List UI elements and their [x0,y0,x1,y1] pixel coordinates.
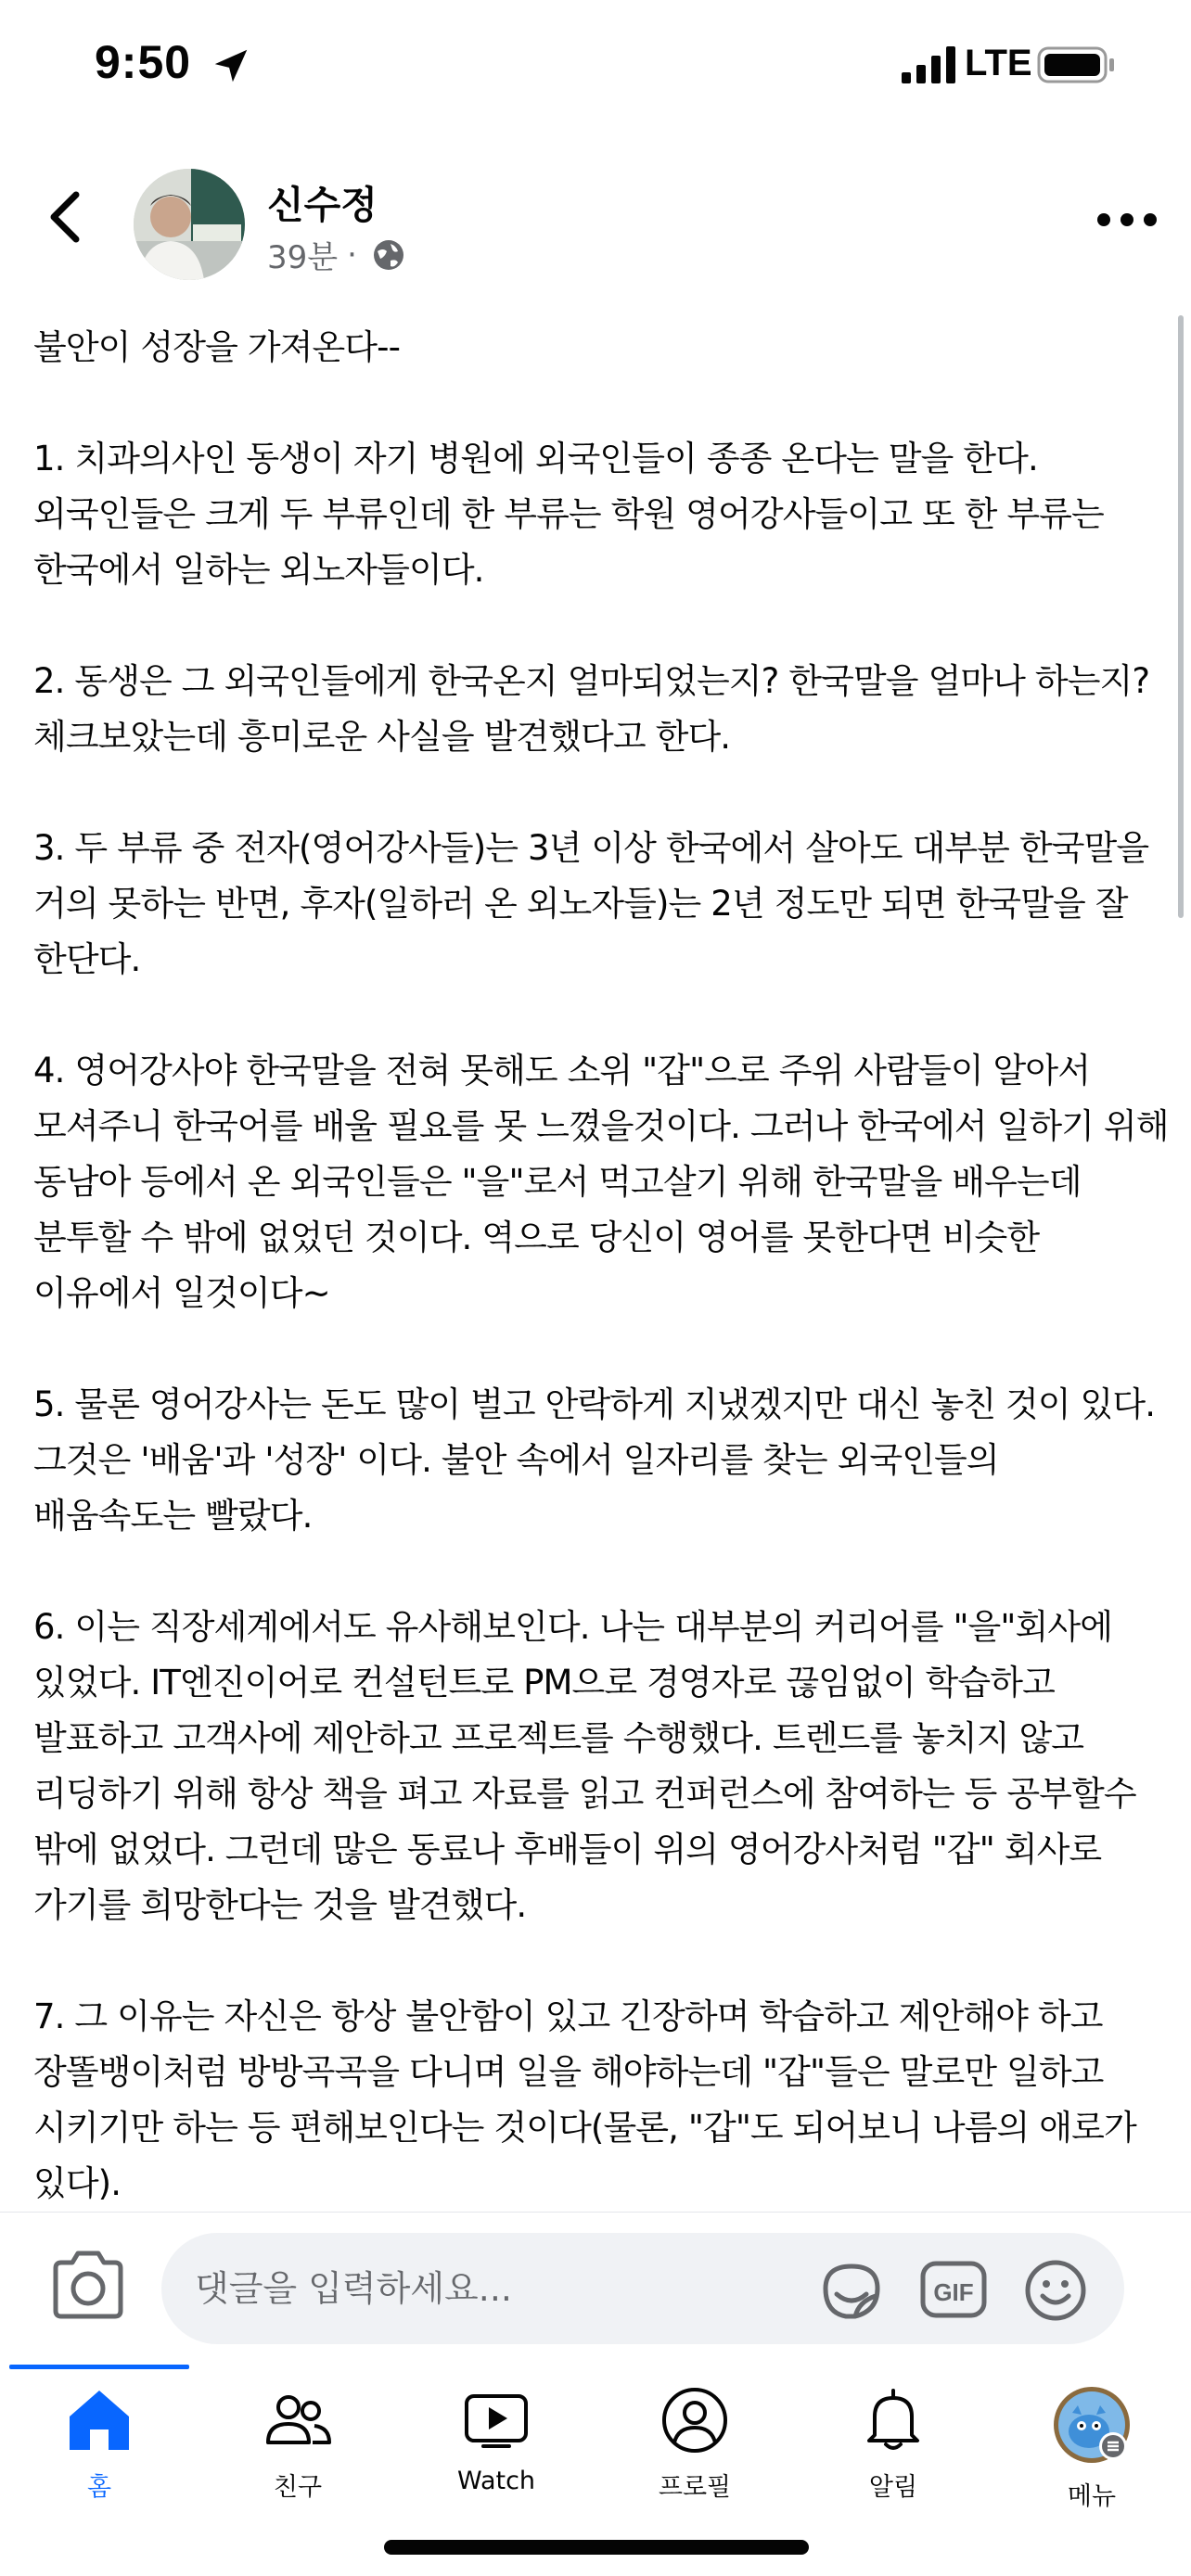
active-tab-indicator [9,2365,189,2369]
post-paragraph: 5. 물론 영어강사는 돈도 많이 벌고 안락하게 지냈겠지만 대신 놓친 것이 있다. 그것은 '배움'과 '성장' 이다. 불안 속에서 일자리를 찾는 외국인들의 배움속도는 빨랐다. [33,1384,1156,1536]
emoji-icon[interactable] [1024,2259,1087,2322]
tab-label: 친구 [273,2473,323,2502]
gif-icon [920,2261,987,2318]
location-arrow-icon [210,45,252,87]
post-paragraph: 2. 동생은 그 외국인들에게 한국온지 얼마되었는지? 한국말을 얼마나 하는지? 체크보았는데 흥미로운 사실을 발견했다고 한다. [33,661,1150,757]
bell-icon [858,2385,928,2455]
sticker-icon[interactable] [818,2261,885,2322]
scrollbar[interactable] [1178,315,1184,918]
network-label: LTE [965,43,1032,83]
comment-bar [0,2212,1191,2365]
tab-friends[interactable] [198,2385,397,2524]
post-paragraph: 4. 영어강사야 한국말을 전혀 못해도 소위 "갑"으로 주위 사람들이 알아서 모셔주니 한국어를 배울 필요를 못 느꼈을것이다. 그러나 한국에서 일하기 위해 동남아 등에서 온 외국인들은 "을"로서 먹고살기 위해 한국말을 배우는데 분투할 수 밖에 없었던 것이다. 역으로 당신이 영어를 못한다면 비슷한 이유에서 일것이다~ [33,1051,1169,1313]
post-paragraph: 3. 두 부류 중 전자(영어강사들)는 3년 이상 한국에서 살아도 대부분 한국말을 거의 못하는 반면, 후자(일하러 온 외노자들)는 2년 정도만 되면 한국말을 잘 한단다. [33,828,1149,979]
tab-label: 알림 [868,2473,918,2502]
post-body [33,320,1169,2212]
gif-button[interactable] [920,2261,987,2318]
author-avatar[interactable] [134,169,245,280]
home-icon [64,2385,134,2455]
tab-label: 메뉴 [1067,2482,1117,2511]
tab-notifications[interactable] [794,2385,992,2524]
tab-home[interactable] [0,2385,198,2524]
tab-label: Watch [456,2467,536,2495]
menu-avatar-icon [1052,2385,1132,2465]
camera-icon[interactable] [50,2250,126,2320]
author-photo-image [134,169,245,280]
back-arrow-icon[interactable] [43,189,89,245]
status-bar [0,0,1191,139]
post-header [0,148,1191,287]
post-paragraph: 7. 그 이유는 자신은 항상 불안함이 있고 긴장하며 학습하고 제안해야 하고 장똘뱅이처럼 방방곡곡을 다니며 일을 해야하는데 "갑"들은 말로만 일하고 시키기만 하는 등 편해보인다는 것이다(물론, "갑"도 되어보니 나름의 애로가 있다). [33,1996,1136,2203]
post-paragraph: 1. 치과의사인 동생이 자기 병원에 외국인들이 종종 온다는 말을 한다. 외국인들은 크게 두 부류인데 한 부류는 학원 영어강사들이고 또 한 부류는 한국에서 일하는 외노자들이다. [33,439,1104,590]
tab-label: 홈 [86,2473,112,2502]
tab-menu[interactable] [992,2385,1191,2524]
post-paragraph: 불안이 성장을 가져온다-- [33,327,401,367]
author-name[interactable]: 신수정 [267,183,378,227]
more-options-icon[interactable] [1095,206,1159,234]
home-indicator[interactable] [384,2540,809,2555]
profile-icon [660,2385,730,2455]
status-time: 9:50 [95,36,192,88]
globe-icon [370,236,407,274]
comment-input[interactable] [195,2233,788,2344]
friends-icon [263,2385,333,2455]
gif-label: GIF [933,2278,974,2306]
post-paragraph: 6. 이는 직장세계에서도 유사해보인다. 나는 대부분의 커리어를 "을"회사에 있었다. IT엔진이어로 컨설턴트로 PM으로 경영자로 끊임없이 학습하고 발표하고 고객사에 제안하고 프로젝트를 수행했다. 트렌드를 놓치지 않고 리딩하기 위해 항상 책을 펴고 자료를 읽고 컨퍼런스에 참여하는 등 공부할수 밖에 없었다. 그런데 많은 동료나 후배들이 위의 영어강사처럼 "갑" 회사로 가기를 희망한다는 것을 발견했다. [33,1607,1136,1925]
tab-watch[interactable] [397,2385,596,2524]
post-time[interactable]: 39분 [267,239,339,276]
watch-icon [461,2385,531,2455]
cellular-signal-icon [902,46,955,83]
tab-label: 프로필 [658,2473,732,2502]
tab-profile[interactable] [596,2385,794,2524]
battery-icon [1037,46,1117,83]
meta-separator: · [347,236,357,274]
comment-input-container [161,2233,1124,2344]
post-meta [267,232,407,277]
